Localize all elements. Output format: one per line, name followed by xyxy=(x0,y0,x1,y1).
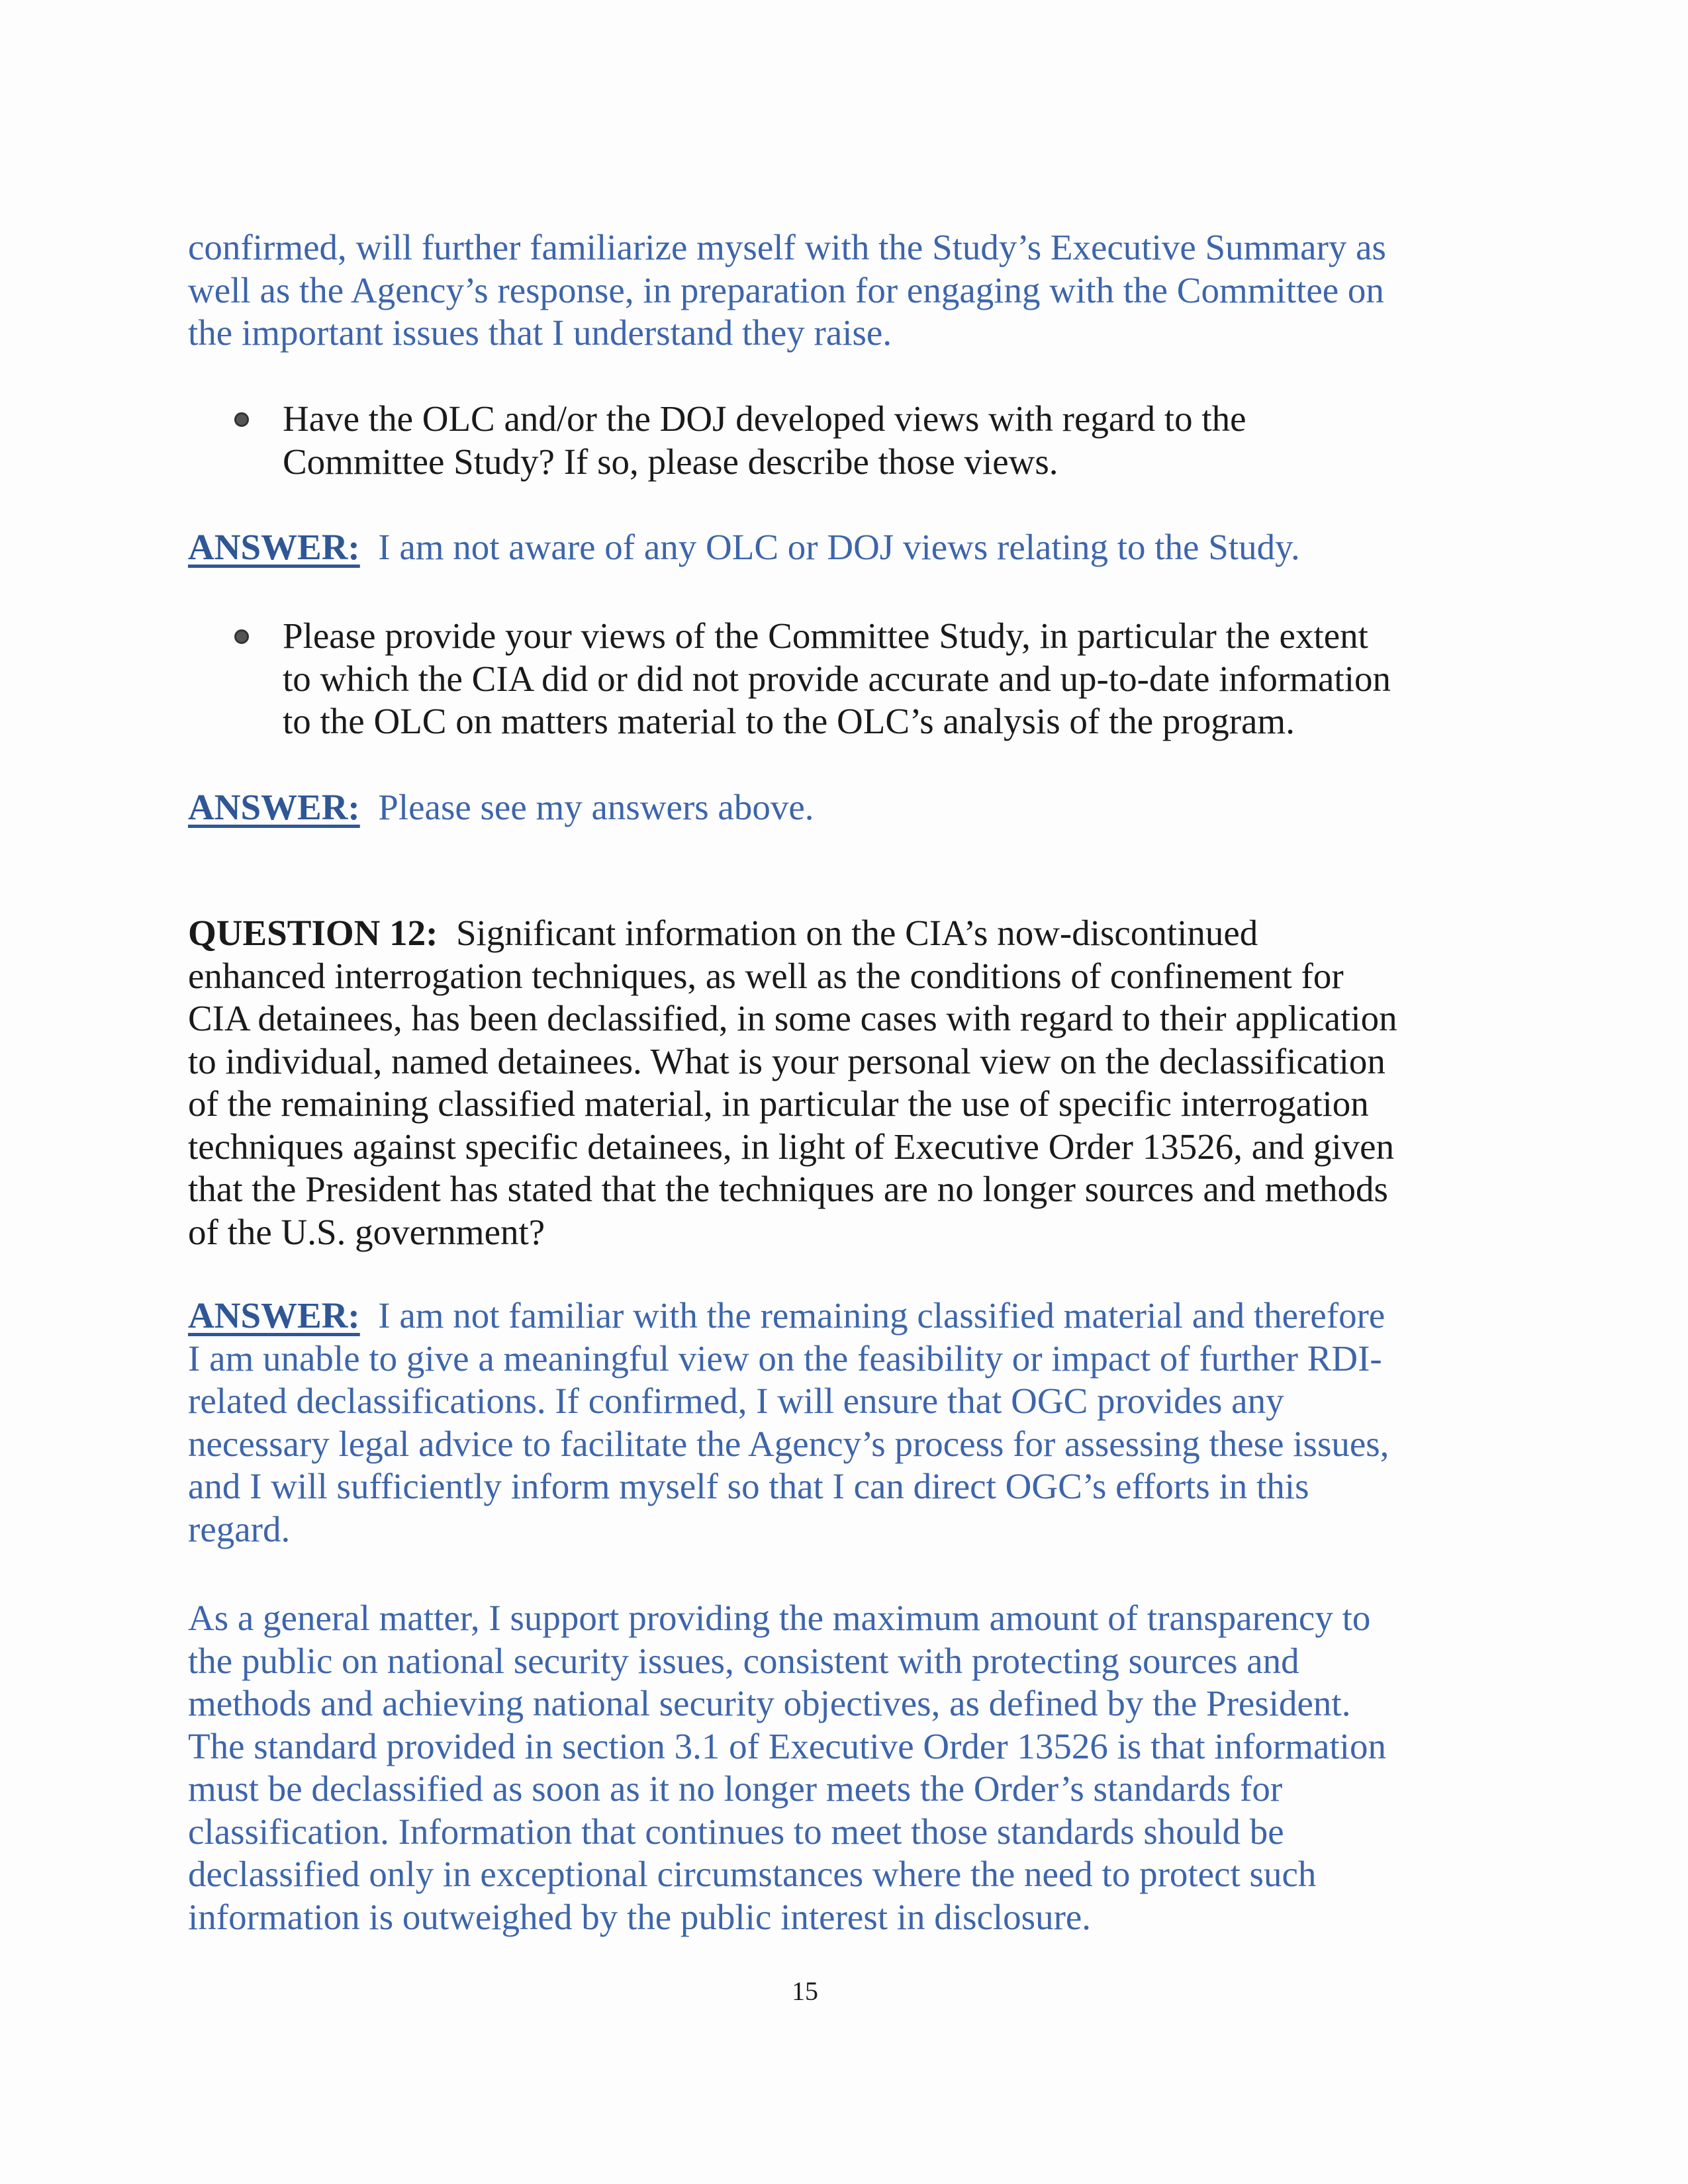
text-line: the important issues that I understand they raise. xyxy=(188,312,892,353)
text-line: necessary legal advice to facilitate the Agency’s process for assessing these issues, xyxy=(188,1423,1389,1464)
text-line: to the OLC on matters material to the OLC’s analysis of the program. xyxy=(283,701,1295,741)
text-line: methods and achieving national security objectives, as defined by the President. xyxy=(188,1683,1351,1723)
answer-3 xyxy=(188,1295,1512,1551)
text-line: enhanced interrogation techniques, as well as the conditions of confinement for xyxy=(188,955,1344,996)
answer-label: ANSWER: xyxy=(188,1295,360,1336)
text-line: classification. Information that continues to meet those standards should be xyxy=(188,1811,1284,1852)
text-line: of the U.S. government? xyxy=(188,1211,545,1252)
bullet-question-1 xyxy=(283,398,1607,483)
text-line: Have the OLC and/or the DOJ developed views with regard to the xyxy=(283,398,1246,439)
text-line: must be declassified as soon as it no longer meets the Order’s standards for xyxy=(188,1768,1283,1809)
answer-2 xyxy=(188,786,1512,829)
page-number: 15 xyxy=(792,1976,818,2006)
text-line: regard. xyxy=(188,1508,291,1549)
text-line: Significant information on the CIA’s now-discontinued xyxy=(455,913,1258,953)
text-line: Please provide your views of the Committee Study, in particular the extent xyxy=(283,615,1368,656)
answer-1 xyxy=(188,526,1512,569)
text-line: well as the Agency’s response, in preparation for engaging with the Committee on xyxy=(188,269,1384,310)
text-line: and I will sufficiently inform myself so that I can direct OGC’s efforts in this xyxy=(188,1466,1309,1506)
answer-text: I am not aware of any OLC or DOJ views relating to the Study. xyxy=(378,527,1300,567)
text-line: to which the CIA did or did not provide accurate and up-to-date information xyxy=(283,658,1391,699)
text-line: Committee Study? If so, please describe those views. xyxy=(283,441,1058,482)
text-line: declassified only in exceptional circumstances where the need to protect such xyxy=(188,1854,1317,1894)
text-line: information is outweighed by the public interest in disclosure. xyxy=(188,1896,1092,1937)
text-line: of the remaining classified material, in particular the use of specific interrogation xyxy=(188,1083,1369,1124)
text-line: The standard provided in section 3.1 of Executive Order 13526 is that information xyxy=(188,1725,1386,1766)
text-line: techniques against specific detainees, in light of Executive Order 13526, and given xyxy=(188,1126,1395,1167)
answer-label: ANSWER: xyxy=(188,787,360,827)
intro-paragraph xyxy=(188,226,1512,355)
question-label: QUESTION 12: xyxy=(188,913,438,953)
text-line: I am unable to give a meaningful view on the feasibility or impact of further RDI- xyxy=(188,1338,1382,1379)
bullet-icon xyxy=(234,629,249,644)
text-line: I am not familiar with the remaining classified material and therefore xyxy=(378,1295,1385,1336)
text-line: that the President has stated that the techniques are no longer sources and methods xyxy=(188,1169,1388,1209)
question-12 xyxy=(188,912,1512,1253)
text-line: As a general matter, I support providing the maximum amount of transparency to xyxy=(188,1598,1371,1638)
answer-label: ANSWER: xyxy=(188,527,360,567)
answer-text: Please see my answers above. xyxy=(378,787,814,827)
text-line: CIA detainees, has been declassified, in some cases with regard to their application xyxy=(188,998,1397,1038)
bullet-question-2 xyxy=(283,615,1607,743)
text-line: the public on national security issues, consistent with protecting sources and xyxy=(188,1640,1299,1681)
text-line: to individual, named detainees. What is your personal view on the declassification xyxy=(188,1040,1385,1081)
text-line: related declassifications. If confirmed, I will ensure that OGC provides any xyxy=(188,1381,1284,1421)
text-line: confirmed, will further familiarize myself with the Study’s Executive Summary as xyxy=(188,227,1386,267)
bullet-icon xyxy=(234,412,249,427)
closing-paragraph xyxy=(188,1597,1512,1938)
